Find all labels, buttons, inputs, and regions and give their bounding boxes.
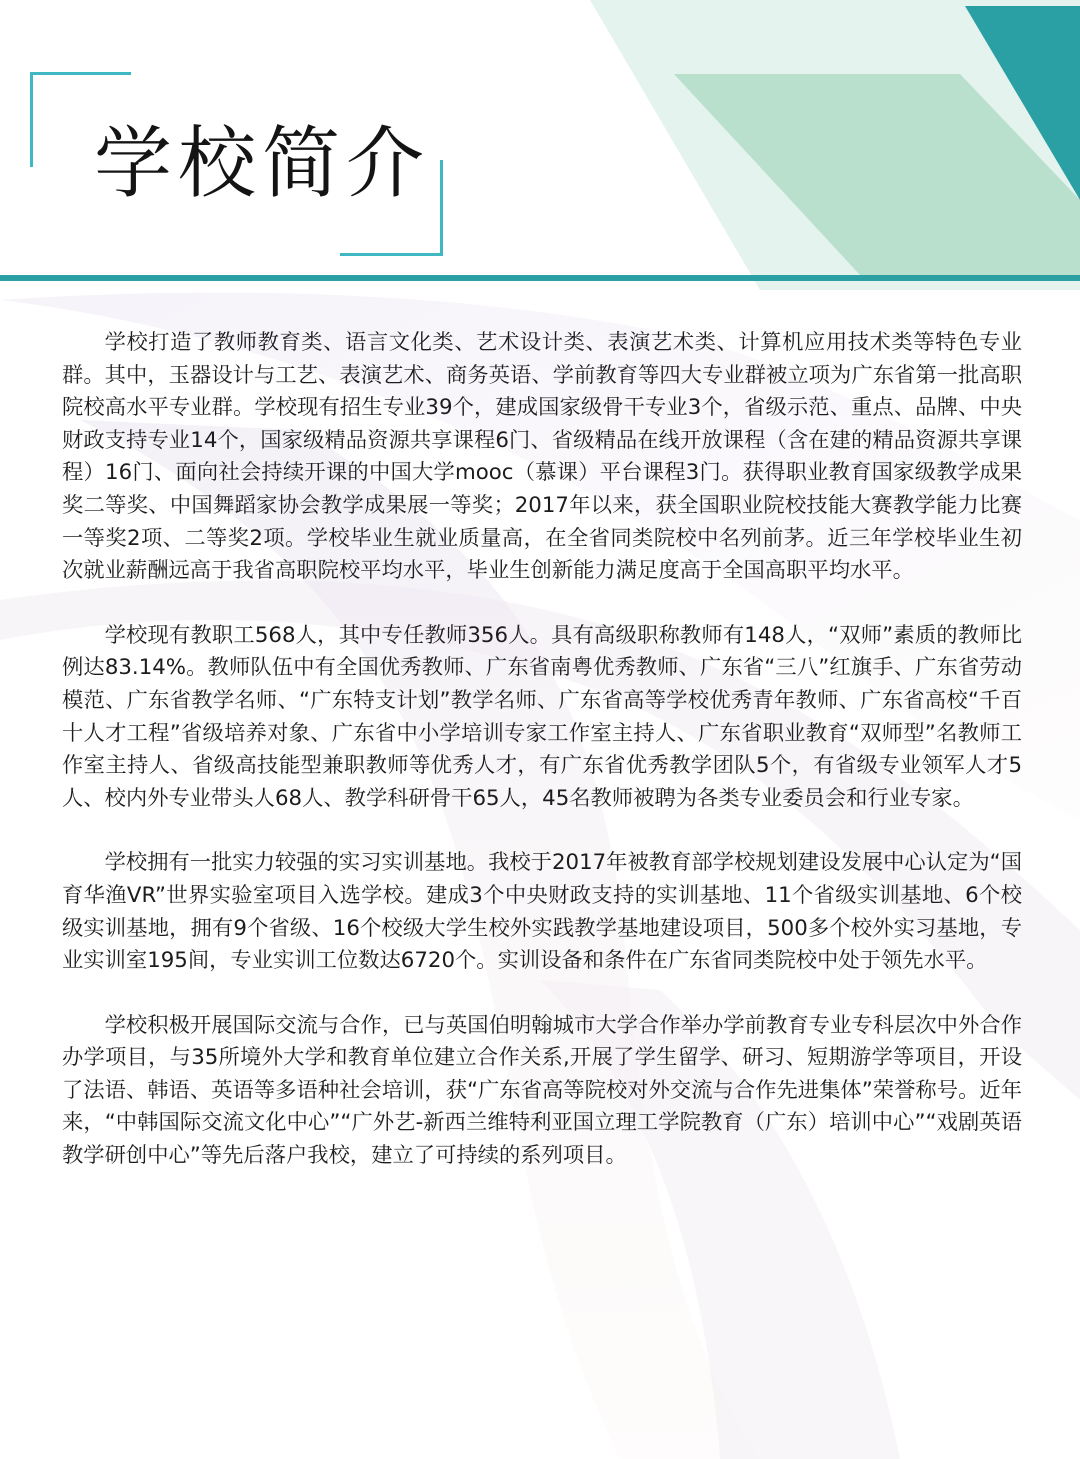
page-title: 学校简介 <box>94 119 431 209</box>
paragraph-international: 学校积极开展国际交流与合作，已与英国伯明翰城市大学合作举办学前教育专业专科层次中外合作办学项目，与35所境外大学和教育单位建立合作关系,开展了学生留学、研习、短期游学等项目，开设了法语、韩语、英语等多语种社会培训，获“广东省高等院校对外交流与合作先进集体”荣誉称号。近年来，“中韩国际交流文化中心”“广外艺-新西兰维特利亚国立理工学院教育（广东）培训中心”“戏剧英语教学研创中心”等先后落户我校，建立了可持续的系列项目。 <box>62 1012 1022 1169</box>
body-content <box>62 327 1022 1173</box>
paragraph-programs: 学校打造了教师教育类、语言文化类、艺术设计类、表演艺术类、计算机应用技术类等特色专业群。其中，玉器设计与工艺、表演艺术、商务英语、学前教育等四大专业群被立项为广东省第一批高职院校高水平专业群。学校现有招生专业39个，建成国家级骨干专业3个，省级示范、重点、品牌、中央财政支持专业14个，国家级精品资源共享课程6门、省级精品在线开放课程（含在建的精品资源共享课程）16门、面向社会持续开课的中国大学mooc（慕课）平台课程3门。获得职业教育国家级教学成果奖二等奖、中国舞蹈家协会教学成果展一等奖；2017年以来，获全国职业院校技能大赛教学能力比赛一等奖2项、二等奖2项。学校毕业生就业质量高，在全省同类院校中名列前茅。近三年学校毕业生初次就业薪酬远高于我省高职院校平均水平，毕业生创新能力满足度高于全国高职平均水平。 <box>62 330 1022 584</box>
paragraph-training-bases: 学校拥有一批实力较强的实习实训基地。我校于2017年被教育部学校规划建设发展中心认定为“国育华渔VR”世界实验室项目入选学校。建成3个中央财政支持的实训基地、11个省级实训基地、6个校级实训基地，拥有9个省级、16个校级大学生校外实践教学基地建设项目，500多个校外实习基地，专业实训室195间，专业实训工位数达6720个。实训设备和条件在广东省同类院校中处于领先水平。 <box>62 850 1022 974</box>
paragraph-faculty: 学校现有教职工568人，其中专任教师356人。具有高级职称教师有148人，“双师”素质的教师比例达83.14%。教师队伍中有全国优秀教师、广东省南粤优秀教师、广东省“三八”红旗手、广东省劳动模范、广东省教学名师、“广东特支计划”教学名师、广东省高等学校优秀青年教师、广东省高校“千百十人才工程”省级培养对象、广东省中小学培训专家工作室主持人、广东省职业教育“双师型”名教师工作室主持人、省级高技能型兼职教师等优秀人才，有广东省优秀教学团队5个，有省级专业领军人才5人、校内外专业带头人68人、教学科研骨干65人，45名教师被聘为各类专业委员会和行业专家。 <box>62 622 1022 811</box>
header-divider <box>0 275 1080 281</box>
